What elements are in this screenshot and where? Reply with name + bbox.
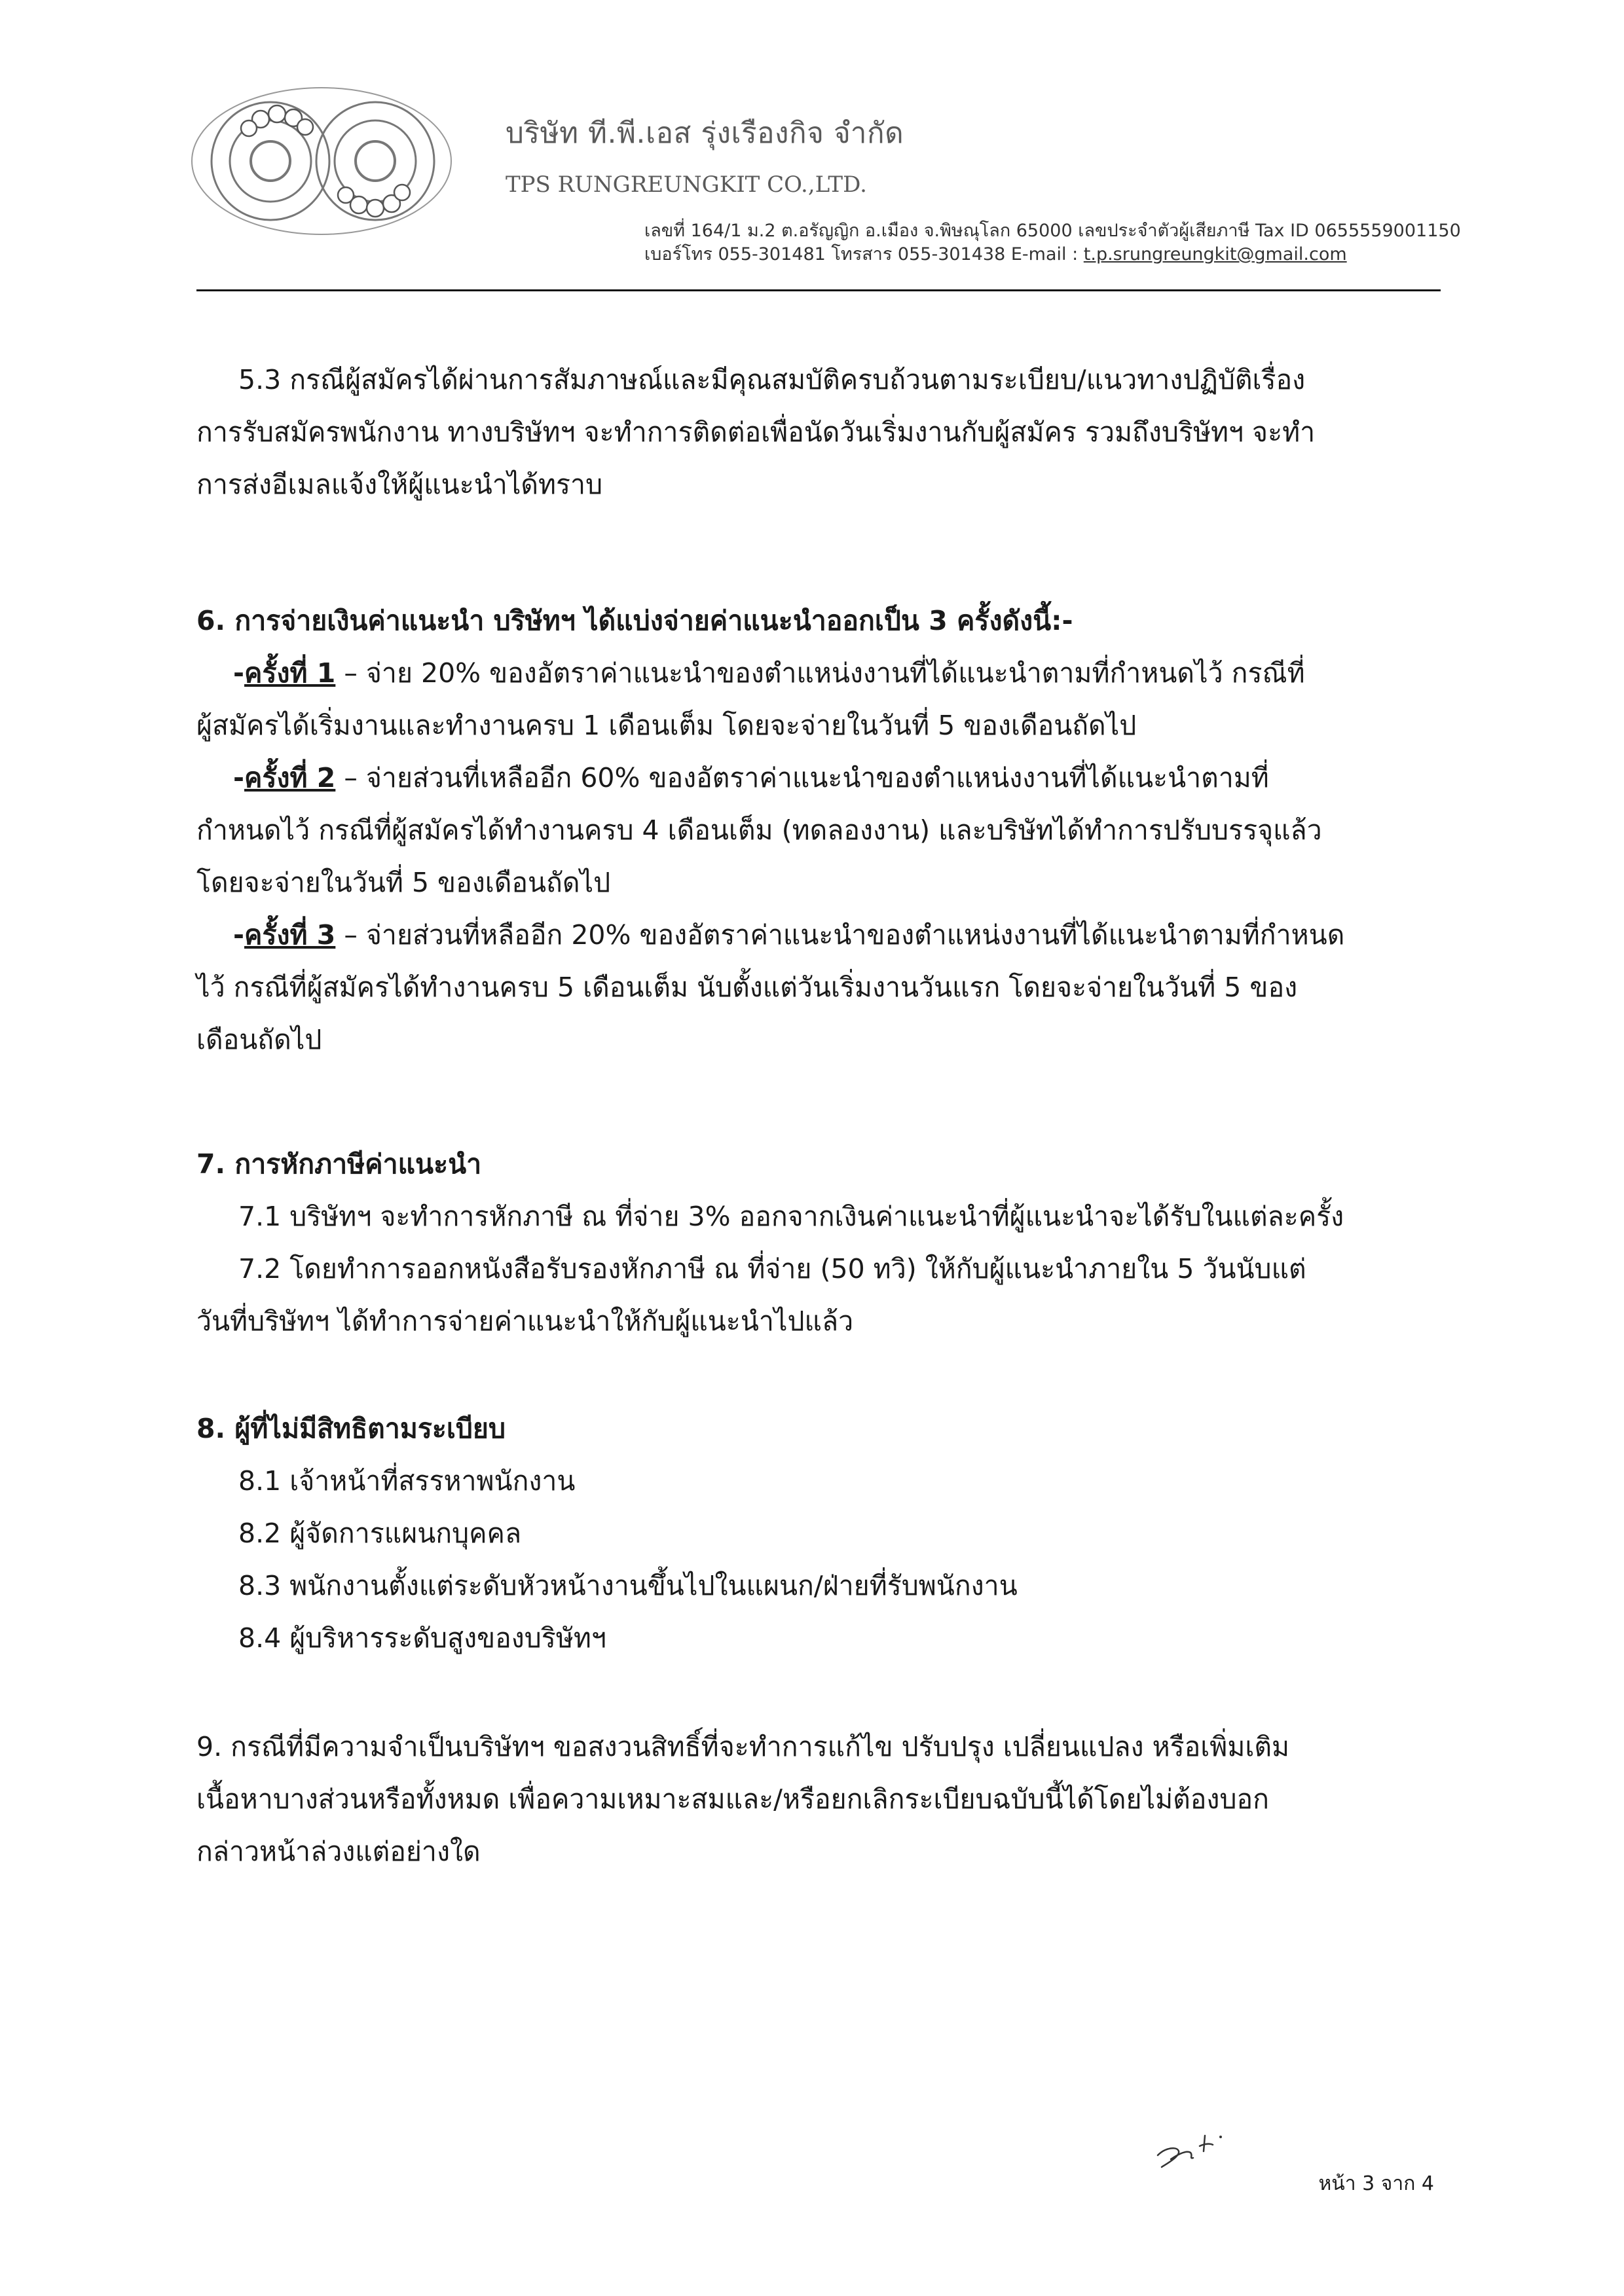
handwritten-signature: [1153, 2121, 1231, 2174]
section-6-item-1-text: – จ่าย 20% ของอัตราค่าแนะนำของตำแหน่งงานที่ได้แนะนำตามที่กำหนดไว้ กรณีที่: [335, 657, 1305, 689]
section-5-3-line-2: การรับสมัครพนักงาน ทางบริษัทฯ จะทำการติดต่อเพื่อนัดวันเริ่มงานกับผู้สมัคร รวมถึงบริษัทฯ จะทำ: [196, 416, 1316, 448]
section-7-1: 7.1 บริษัทฯ จะทำการหักภาษี ณ ที่จ่าย 3% ออกจากเงินค่าแนะนำที่ผู้แนะนำจะได้รับในแต่ละครั้ง: [238, 1201, 1344, 1232]
page-number: หน้า 3 จาก 4: [1318, 2172, 1434, 2195]
section-6-item-3-cont-1: ไว้ กรณีที่ผู้สมัครได้ทำงานครบ 5 เดือนเต็ม นับตั้งแต่วันเริ่มงานวันแรก โดยจะจ่ายในวันที่ 5 ของ: [196, 972, 1298, 1003]
section-6-item-1: -ครั้งที่ 1 – จ่าย 20% ของอัตราค่าแนะนำของตำแหน่งงานที่ได้แนะนำตามที่กำหนดไว้ กรณีที่: [233, 657, 1305, 689]
section-6-item-2-cont-2: โดยจะจ่ายในวันที่ 5 ของเดือนถัดไป: [196, 867, 611, 898]
section-5-3-line-3: การส่งอีเมลแจ้งให้ผู้แนะนำได้ทราบ: [196, 469, 603, 500]
section-5-3-line-1: 5.3 กรณีผู้สมัครได้ผ่านการสัมภาษณ์และมีคุณสมบัติครบถ้วนตามระเบียบ/แนวทางปฏิบัติเรื่อง: [238, 364, 1306, 395]
section-7-2: 7.2 โดยทำการออกหนังสือรับรองหักภาษี ณ ที่จ่าย (50 ทวิ) ให้กับผู้แนะนำภายใน 5 วันนับแต่: [238, 1253, 1306, 1285]
company-contact: [644, 240, 1347, 268]
section-6-item-3-label: ครั้งที่ 3: [244, 919, 336, 951]
section-6-heading: 6. การจ่ายเงินค่าแนะนำ บริษัทฯ ได้แบ่งจ่ายค่าแนะนำออกเป็น 3 ครั้งดังนี้:-: [196, 605, 1073, 636]
section-6-item-2-label: ครั้งที่ 2: [244, 762, 336, 793]
section-8-item: 8.4 ผู้บริหารระดับสูงของบริษัทฯ: [238, 1622, 606, 1654]
company-address: เลขที่ 164/1 ม.2 ต.อรัญญิก อ.เมือง จ.พิษณุโลก 65000 เลขประจำตัวผู้เสียภาษี Tax ID 0655559001150: [644, 221, 1461, 241]
section-9-line-2: เนื้อหาบางส่วนหรือทั้งหมด เพื่อความเหมาะสมและ/หรือยกเลิกระเบียบฉบับนี้ได้โดยไม่ต้องบอก: [196, 1783, 1269, 1815]
company-name-thai: บริษัท ที.พี.เอส รุ่งเรืองกิจ จำกัด: [506, 117, 904, 150]
section-9-line-3: กล่าวหน้าล่วงแต่อย่างใด: [196, 1836, 481, 1867]
contact-email[interactable]: t.p.srungreungkit@gmail.com: [1083, 244, 1347, 264]
company-name-english: TPS RUNGREUNGKIT CO.,LTD.: [506, 172, 867, 198]
section-7-2-cont: วันที่บริษัทฯ ได้ทำการจ่ายค่าแนะนำให้กับผู้แนะนำไปแล้ว: [196, 1305, 854, 1337]
header-divider: [196, 289, 1441, 291]
section-6-item-2: -ครั้งที่ 2 – จ่ายส่วนที่เหลืออีก 60% ของอัตราค่าแนะนำของตำแหน่งงานที่ได้แนะนำตามที่: [233, 762, 1269, 793]
section-7-heading: 7. การหักภาษีค่าแนะนำ: [196, 1148, 482, 1180]
section-8-item: 8.3 พนักงานตั้งแต่ระดับหัวหน้างานขึ้นไปในแผนก/ฝ่ายที่รับพนักงาน: [238, 1570, 1018, 1601]
section-8-item: 8.1 เจ้าหน้าที่สรรหาพนักงาน: [238, 1465, 576, 1497]
section-6-item-3-cont-2: เดือนถัดไป: [196, 1024, 322, 1055]
contact-phone-fax: เบอร์โทร 055-301481 โทรสาร 055-301438 E-mail :: [644, 244, 1084, 264]
section-8-heading: 8. ผู้ที่ไม่มีสิทธิตามระเบียบ: [196, 1413, 506, 1444]
section-6-item-1-cont: ผู้สมัครได้เริ่มงานและทำงานครบ 1 เดือนเต็ม โดยจะจ่ายในวันที่ 5 ของเดือนถัดไป: [196, 710, 1137, 741]
section-6-item-3-text: – จ่ายส่วนที่หลืออีก 20% ของอัตราค่าแนะนำของตำแหน่งงานที่ได้แนะนำตามที่กำหนด: [335, 919, 1345, 951]
section-6-item-3: -ครั้งที่ 3 – จ่ายส่วนที่หลืออีก 20% ของอัตราค่าแนะนำของตำแหน่งงานที่ได้แนะนำตามที่กำหนด: [233, 919, 1345, 951]
section-6-item-2-cont-1: กำหนดไว้ กรณีที่ผู้สมัครได้ทำงานครบ 4 เดือนเต็ม (ทดลองงาน) และบริษัทได้ทำการปรับบรรจุแล้ว: [196, 814, 1322, 846]
section-6-item-2-text: – จ่ายส่วนที่เหลืออีก 60% ของอัตราค่าแนะนำของตำแหน่งงานที่ได้แนะนำตามที่: [335, 762, 1269, 793]
section-8-item: 8.2 ผู้จัดการแผนกบุคคล: [238, 1518, 522, 1549]
section-9-line-1: 9. กรณีที่มีความจำเป็นบริษัทฯ ขอสงวนสิทธิ์ที่จะทำการแก้ไข ปรับปรุง เปลี่ยนแปลง หรือเพิ่มเติม: [196, 1731, 1290, 1762]
section-6-item-1-label: ครั้งที่ 1: [244, 657, 336, 689]
company-logo: [189, 84, 454, 238]
